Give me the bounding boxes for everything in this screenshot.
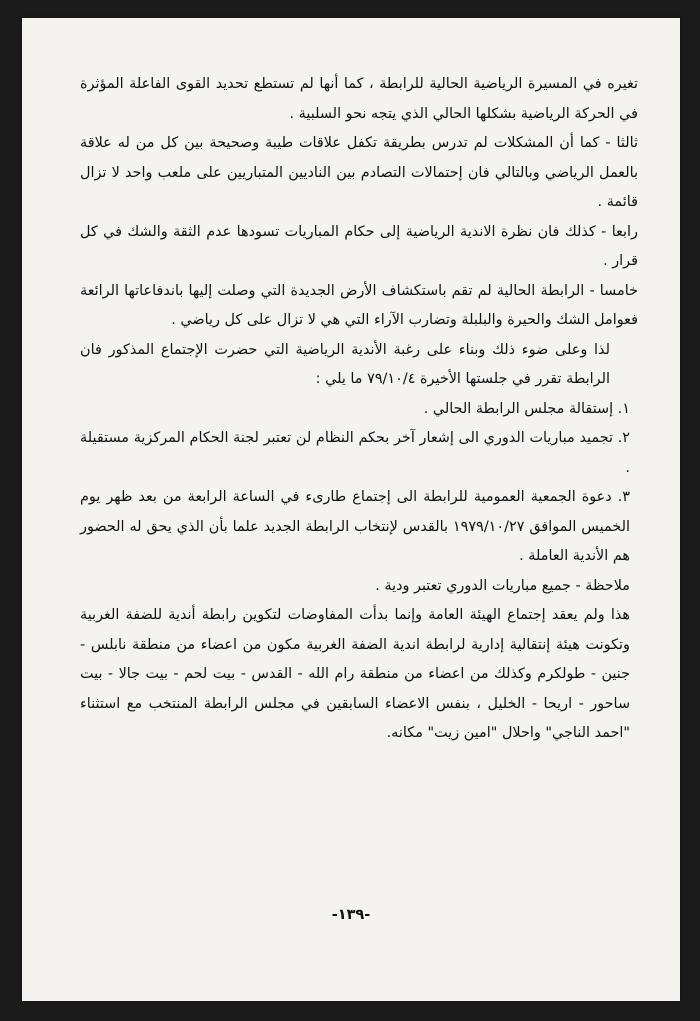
paragraph-fifth-point: خامسا - الرابطة الحالية لم تقم باستكشاف الأرض الجديدة التي وصلت إليها باندفاعاتها الرائعة فعوامل الشك والحيرة والبلبلة وتضارب الآراء التي هي لا تزال على كل رياضي . xyxy=(80,282,638,328)
paragraph-fourth-point: رابعا - كذلك فان نظرة الاندية الرياضية إلى حكام المباريات تسودها عدم الثقة والشك في كل قرار . xyxy=(80,223,638,269)
decision-item-2: ٢. تجميد مباريات الدوري الى إشعار آخر بحكم النظام لن تعتبر لجنة الحكام المركزية مستقيلة . xyxy=(80,430,630,476)
paragraph-third-point: ثالثا - كما أن المشكلات لم تدرس بطريقة تكفل علاقات طيبة وصحيحة بين كل من له علاقة بالعمل الرياضي وبالتالي فان إحتمالات التصادم بين الناديين المتباريين على ملعب واحد لا تزال قائمة . xyxy=(80,135,638,210)
body-text xyxy=(80,70,638,749)
note-paragraph: ملاحظة - جميع مباريات الدوري تعتبر ودية . xyxy=(375,577,630,594)
decision-item-3: ٣. دعوة الجمعية العمومية للرابطة الى إجتماع طارىء في الساعة الرابعة من بعد ظهر يوم الخميس الموافق ١٩٧٩/١٠/٢٧ بالقدس لإنتخاب الرابطة الجديد علما بأن الذي يحق له الحضور هم الأندية العاملة . xyxy=(80,489,630,564)
paragraph-decision-intro: لذا وعلى ضوء ذلك وبناء على رغبة الأندية الرياضية التي حضرت الإجتماع المذكور فان الرابطة تقرر في جلستها الأخيرة ٧٩/١٠/٤ ما يلي : xyxy=(80,341,610,387)
page-number: -١٣٩- xyxy=(331,907,371,923)
document-page xyxy=(22,18,680,1001)
paragraph-continuation: تغيره في المسيرة الرياضية الحالية للرابطة ، كما أنها لم تستطع تحديد القوى الفاعلة المؤثرة في الحركة الرياضية بشكلها الحالي الذي يتجه نحو السلبية . xyxy=(80,76,638,122)
decision-item-1: ١. إستقالة مجلس الرابطة الحالي . xyxy=(423,400,630,417)
paragraph-closing: هذا ولم يعقد إجتماع الهيئة العامة وإنما بدأت المفاوضات لتكوين رابطة أندية للضفة الغربية وتكونت هيئة إنتقالية إدارية لرابطة اندية الضفة الغربية مكون من اعضاء من منطقة نابلس - جنين - طولكرم وكذلك من اعضاء من منطقة رام الله - القدس - بيت لحم - بيت جالا - بيت ساحور - اريحا - الخليل ، بنفس الاعضاء السابقين في مجلس الرابطة المنتخب مع استثناء "احمد الناجي" واحلال "امين زيت" مكانه. xyxy=(80,607,630,741)
